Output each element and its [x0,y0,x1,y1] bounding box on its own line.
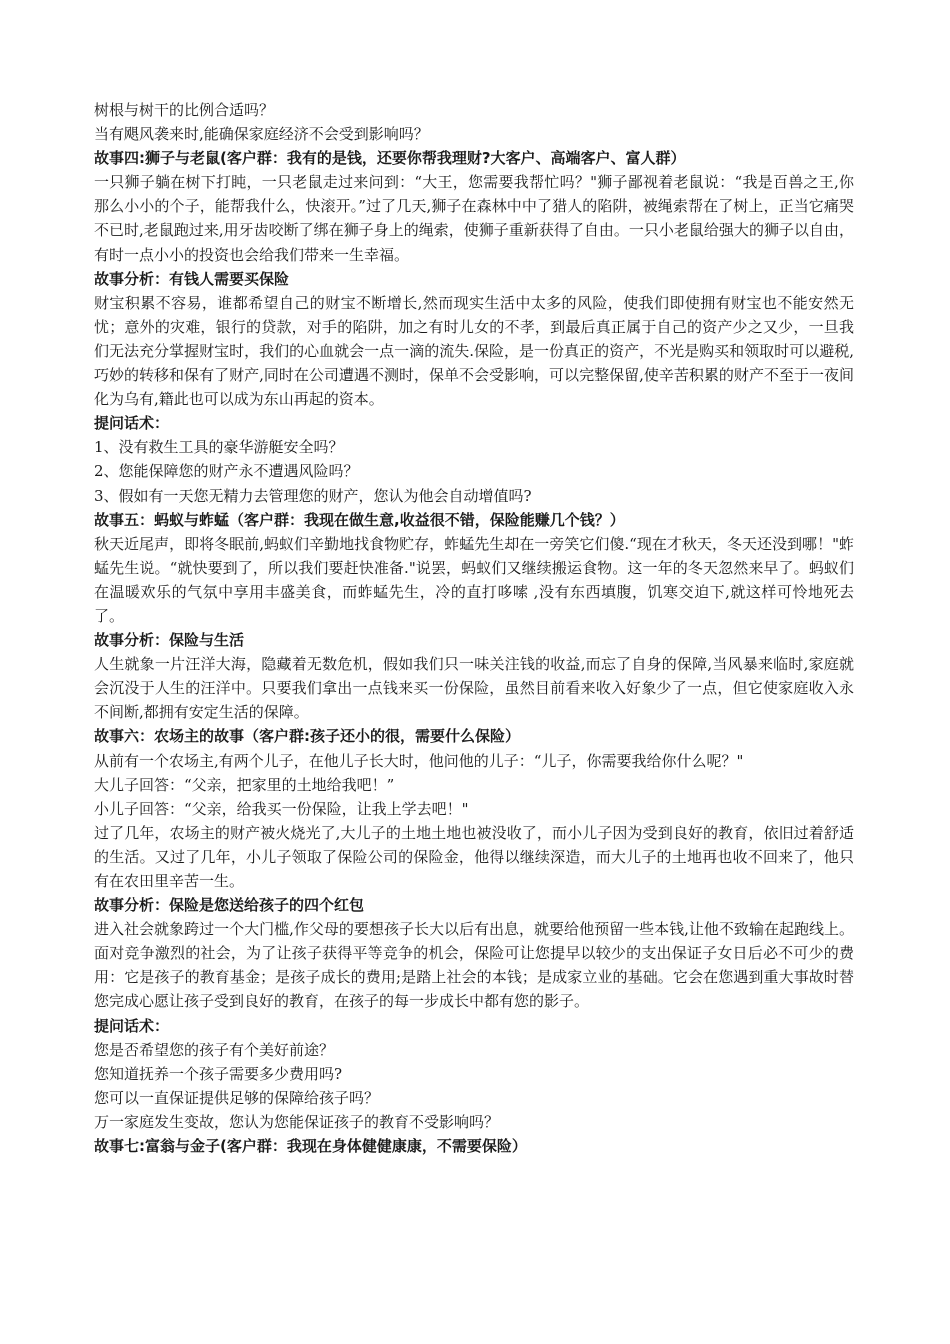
body-paragraph: 财宝积累不容易，谁都希望自己的财宝不断增长,然而现实生活中太多的风险，使我们即使拥有财宝也不能安然无忧；意外的灾难，银行的贷款，对手的陷阱，加之有时儿女的不孝，到最后真正属于自己的资产少之又少，一旦我们无法充分掌握财宝时，我们的心血就会一点一滴的流失.保险，是一份真正的资产，不光是购买和领取时可以避税,巧妙的转移和保有了财产,同时在公司遭遇不测时，保单不会受影响，可以完整保留,使辛苦积累的财产不至于一夜间化为乌有,籍此也可以成为东山再起的资本。 [94,293,854,409]
body-paragraph: 秋天近尾声，即将冬眠前,蚂蚁们辛勤地找食物贮存，蚱蜢先生却在一旁笑它们傻.“现在才秋天，冬天还没到哪！"蚱蜢先生说。“就快要到了，所以我们要赶快准备."说罢，蚂蚁们又继续搬运食物。这一年的冬天忽然来早了。蚂蚁们在温暖欢乐的气氛中享用丰盛美食，而蚱蜢先生，冷的直打哆嗦 ,没有东西填腹，饥寒交迫下,就这样可怜地死去了。 [94,534,854,625]
document-body [94,98,854,1158]
body-paragraph: 从前有一个农场主,有两个儿子，在他儿子长大时，他问他的儿子：“儿子，你需要我给你什么呢？" [94,751,744,770]
body-paragraph: 3、假如有一天您无精力去管理您的财产，您认为他会自动增值吗? [94,486,532,505]
body-paragraph: 万一家庭发生变故，您认为您能保证孩子的教育不受影响吗？ [94,1112,500,1131]
body-paragraph: 2、您能保障您的财产永不遭遇风险吗？ [94,462,359,481]
section-heading: 故事六：农场主的故事（客户群:孩子还小的很，需要什么保险） [94,727,521,746]
section-heading: 故事分析：保险是您送给孩子的四个红包 [94,896,365,915]
body-paragraph: 一只狮子躺在树下打盹，一只老鼠走过来问到：“大王，您需要我帮忙吗？"狮子鄙视着老鼠说：“我是百兽之王,你那么小小的个子，能帮我什么，快滚开。”过了几天,狮子在森林中中了猎人的陷阱，被绳索帮在了树上，正当它痛哭不已时,老鼠跑过来,用牙齿咬断了绑在狮子身上的绳索，使狮子重新获得了自由。一只小老鼠给强大的狮子以自由，有时一点小小的投资也会给我们带来一生幸福。 [94,173,854,264]
section-heading: 提问话术： [94,1016,170,1035]
body-paragraph: 您可以一直保证提供足够的保障给孩子吗？ [94,1088,380,1107]
section-heading: 故事七:富翁与金子(客户群：我现在身体健健康康，不需要保险） [94,1137,527,1156]
body-paragraph: 进入社会就象跨过一个大门槛,作父母的要想孩子长大以后有出息，就要给他预留一些本钱,让他不致输在起跑线上。面对竞争激烈的社会，为了让孩子获得平等竞争的机会，保险可让您提早以较少的支出保证子女日后必不可少的费用：它是孩子的教育基金；是孩子成长的费用;是踏上社会的本钱；是成家立业的基础。它会在您遇到重大事故时替您完成心愿让孩子受到良好的教育，在孩子的每一步成长中都有您的影子。 [94,920,854,1011]
section-heading: 故事分析：有钱人需要买保险 [94,269,290,288]
body-paragraph: 当有飓风袭来时,能确保家庭经济不会受到影响吗？ [94,125,429,144]
body-paragraph: 过了几年，农场主的财产被火烧光了,大儿子的土地土地也被没收了，而小儿子因为受到良好的教育，依旧过着舒适的生活。又过了几年，小儿子领取了保险公司的保险金，他得以继续深造，而大儿子的土地再也收不回来了，他只有在农田里辛苦一生。 [94,823,854,890]
body-paragraph: 树根与树干的比例合适吗？ [94,101,275,119]
body-paragraph: 小儿子回答：“父亲，给我买一份保险，让我上学去吧！" [94,799,469,818]
body-paragraph: 您是否希望您的孩子有个美好前途？ [94,1040,335,1059]
section-heading: 提问话术： [94,414,170,433]
section-heading: 故事五：蚂蚁与蚱蜢（客户群：我现在做生意,收益很不错，保险能赚几个钱？） [94,510,625,529]
body-paragraph: 您知道抚养一个孩子需要多少费用吗? [94,1064,343,1083]
section-heading: 故事分析：保险与生活 [94,631,245,650]
body-paragraph: 人生就象一片汪洋大海，隐藏着无数危机，假如我们只一味关注钱的收益,而忘了自身的保障,当风暴来临时,家庭就会沉没于人生的汪洋中。只要我们拿出一点钱来买一份保险，虽然目前看来收入好象少了一点，但它使家庭收入永不间断,都拥有安定生活的保障。 [94,655,854,722]
body-paragraph: 大儿子回答：“父亲，把家里的土地给我吧！” [94,775,395,794]
body-paragraph: 1、没有救生工具的豪华游艇安全吗？ [94,438,344,457]
section-heading: 故事四:狮子与老鼠(客户群：我有的是钱，还要你帮我理财?大客户、高端客户、富人群） [94,149,686,168]
